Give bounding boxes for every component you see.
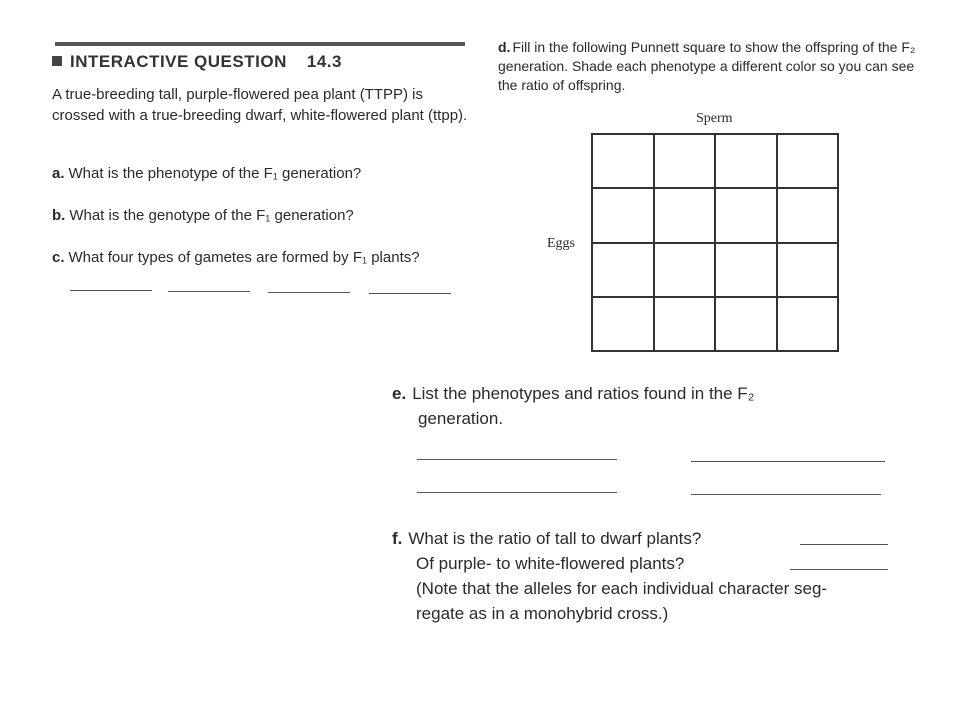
punnett-cell[interactable]: [654, 243, 716, 297]
square-bullet-icon: [52, 56, 62, 66]
question-f-label: f.: [392, 529, 403, 548]
question-e-line2: generation.: [418, 409, 504, 428]
header-rule: [55, 42, 465, 46]
punnett-cell[interactable]: [654, 134, 716, 188]
gamete-blank-1[interactable]: [70, 290, 152, 291]
tall-dwarf-ratio-blank[interactable]: [800, 544, 888, 545]
question-f-line3: (Note that the alleles for each individual character seg-: [416, 579, 828, 598]
gamete-blank-4[interactable]: [369, 293, 451, 294]
punnett-cell[interactable]: [654, 297, 716, 351]
eggs-label: Eggs: [547, 236, 575, 251]
intro-text: A true-breeding tall, purple-flowered pea plant (TTPP) is crossed with a true-breeding dwarf, white-flowered plant (ttpp).: [52, 86, 468, 124]
question-title: INTERACTIVE QUESTION: [70, 52, 287, 71]
punnett-cell[interactable]: [592, 297, 654, 351]
question-number: 14.3: [306, 52, 342, 71]
punnett-cell[interactable]: [715, 188, 777, 242]
question-b: [52, 205, 354, 226]
question-c-label: c.: [52, 249, 65, 266]
question-f-line2: Of purple- to white-flowered plants?: [416, 554, 685, 573]
punnett-cell[interactable]: [592, 134, 654, 188]
question-d-label: d.: [498, 39, 511, 55]
question-e-label: e.: [392, 384, 407, 403]
punnett-cell[interactable]: [777, 297, 839, 351]
question-a: [52, 163, 361, 184]
question-f-line4: regate as in a monohybrid cross.): [416, 604, 669, 623]
question-b-text: What is the genotype of the F₁ generation?: [69, 207, 354, 224]
punnett-cell[interactable]: [592, 188, 654, 242]
question-d-text: Fill in the following Punnett square to show the offspring of the F₂ generation. Shade each phenotype a different color so you can see the ratio of offspring.: [498, 39, 916, 93]
question-d: [498, 38, 918, 95]
question-a-label: a.: [52, 165, 65, 182]
question-e: [392, 381, 902, 431]
question-a-text: What is the phenotype of the F₁ generation?: [68, 165, 362, 182]
punnett-square: [591, 133, 839, 352]
phenotype-blank-1[interactable]: [417, 459, 617, 460]
punnett-cell[interactable]: [777, 134, 839, 188]
question-c-text: What four types of gametes are formed by F₁ plants?: [68, 249, 420, 266]
punnett-cell[interactable]: [654, 188, 716, 242]
question-b-label: b.: [52, 207, 66, 224]
punnett-cell[interactable]: [777, 188, 839, 242]
ratio-blank-2[interactable]: [691, 494, 881, 495]
phenotype-blank-2[interactable]: [417, 492, 617, 493]
question-c: [52, 247, 420, 268]
gamete-blank-3[interactable]: [268, 292, 350, 293]
punnett-cell[interactable]: [715, 297, 777, 351]
sperm-label: Sperm: [696, 111, 733, 126]
punnett-cell[interactable]: [592, 243, 654, 297]
question-header: [52, 52, 342, 72]
question-e-line1: List the phenotypes and ratios found in the F₂: [412, 384, 755, 403]
ratio-blank-1[interactable]: [691, 461, 885, 462]
purple-white-ratio-blank[interactable]: [790, 569, 888, 570]
punnett-cell[interactable]: [715, 134, 777, 188]
punnett-cell[interactable]: [777, 243, 839, 297]
question-f-line1: What is the ratio of tall to dwarf plants?: [408, 529, 702, 548]
question-f: [392, 526, 902, 626]
gamete-blank-2[interactable]: [168, 291, 250, 292]
punnett-cell[interactable]: [715, 243, 777, 297]
